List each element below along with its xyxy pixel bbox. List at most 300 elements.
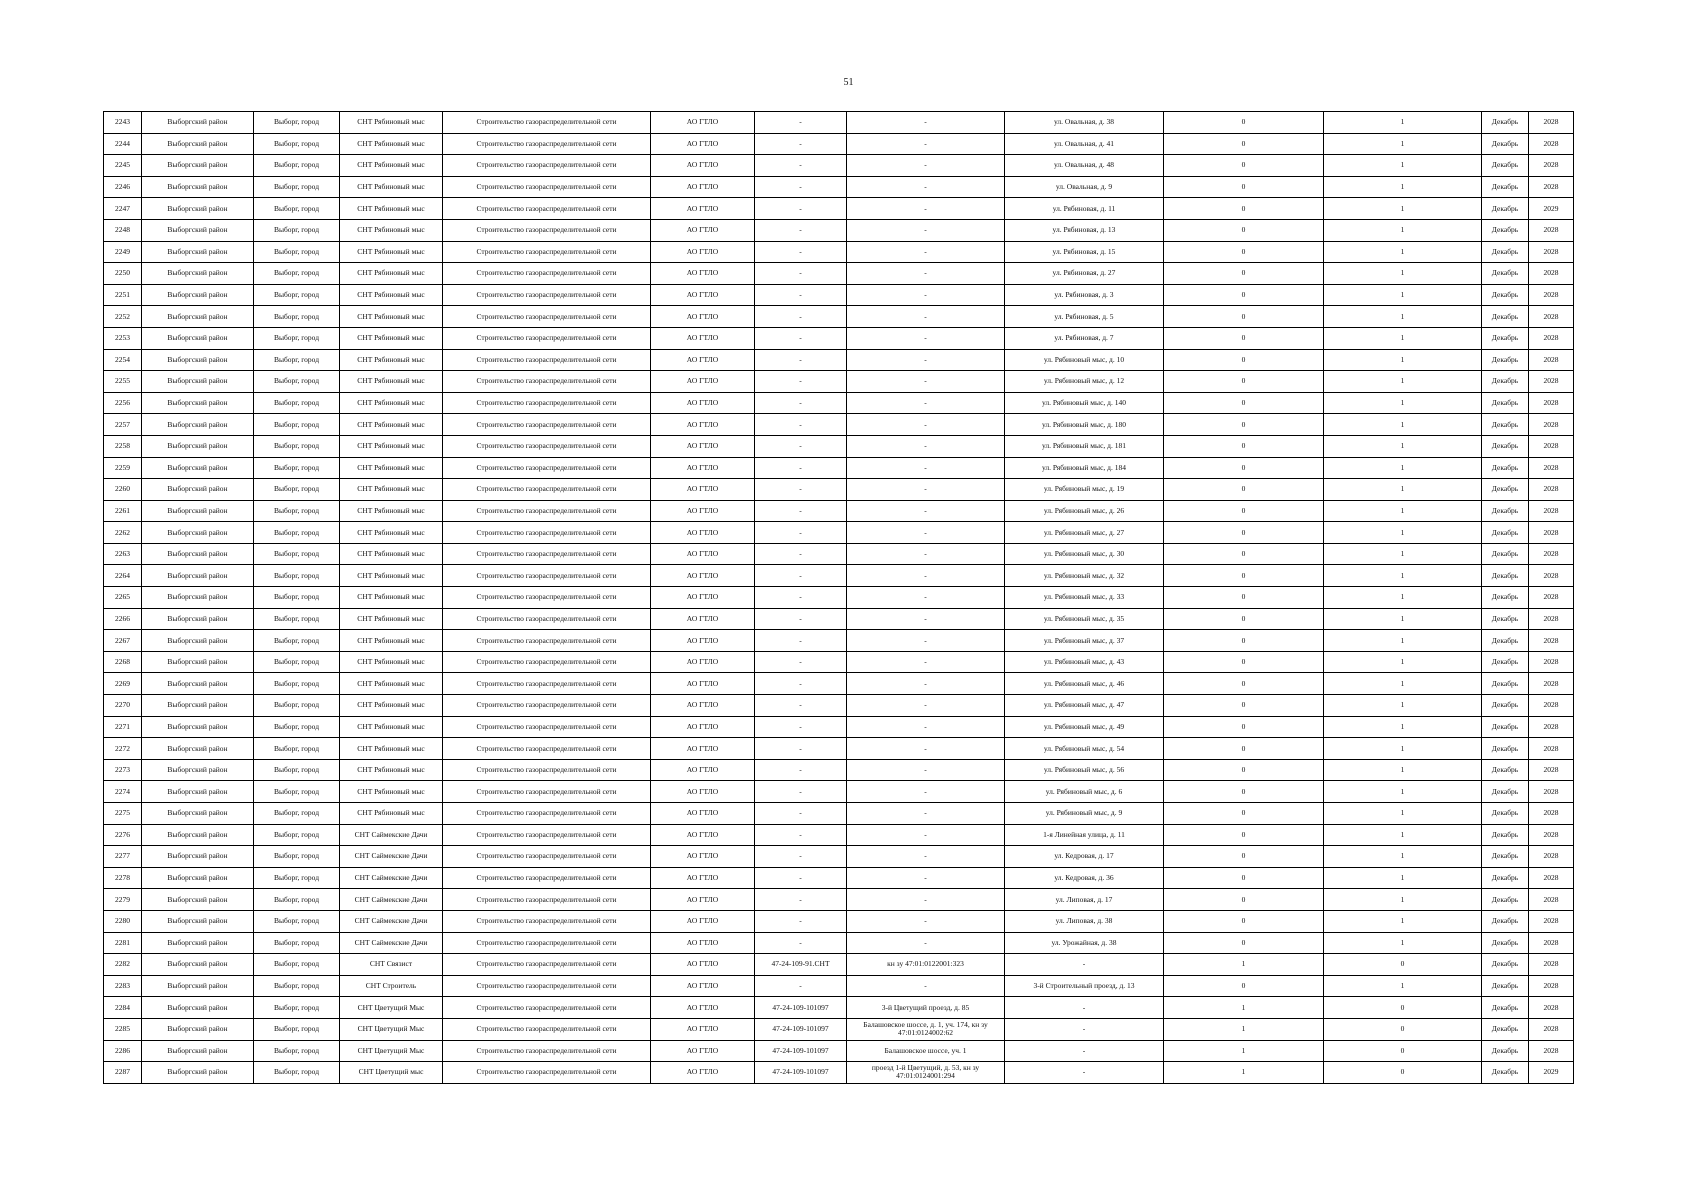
specification-cell: - <box>755 219 847 241</box>
year-cell: 2028 <box>1529 392 1574 414</box>
address-cell: ул. Рябиновая, д. 3 <box>1005 284 1164 306</box>
specification-cell: - <box>755 349 847 371</box>
table-row <box>104 435 1574 457</box>
table-row <box>104 824 1574 846</box>
month-cell: Декабрь <box>1482 133 1529 155</box>
table-row <box>104 176 1574 198</box>
specification-cell: - <box>755 889 847 911</box>
value-b-cell: 1 <box>1324 630 1482 652</box>
district-cell: Выборгский район <box>142 867 254 889</box>
address-cell: 1-я Линейная улица, д. 11 <box>1005 824 1164 846</box>
value-b-cell: 0 <box>1324 1018 1482 1040</box>
row-number-cell: 2255 <box>104 371 142 393</box>
organization-cell: АО ГТЛО <box>651 695 755 717</box>
table-row <box>104 867 1574 889</box>
value-b-cell: 0 <box>1324 954 1482 976</box>
value-b-cell: 1 <box>1324 112 1482 134</box>
value-a-cell: 0 <box>1164 803 1324 825</box>
month-cell: Декабрь <box>1482 155 1529 177</box>
value-a-cell: 0 <box>1164 112 1324 134</box>
work-type-cell: Строительство газораспределительной сети <box>443 824 651 846</box>
organization-cell: АО ГТЛО <box>651 975 755 997</box>
work-type-cell: Строительство газораспределительной сети <box>443 932 651 954</box>
row-number-cell: 2246 <box>104 176 142 198</box>
specification-cell: - <box>755 587 847 609</box>
location-cell: - <box>847 630 1005 652</box>
table-row <box>104 522 1574 544</box>
row-number-cell: 2260 <box>104 479 142 501</box>
value-a-cell: 0 <box>1164 284 1324 306</box>
location-cell: - <box>847 500 1005 522</box>
year-cell: 2028 <box>1529 695 1574 717</box>
specification-cell: - <box>755 846 847 868</box>
month-cell: Декабрь <box>1482 112 1529 134</box>
location-cell: - <box>847 781 1005 803</box>
table-row <box>104 738 1574 760</box>
month-cell: Декабрь <box>1482 522 1529 544</box>
organization-cell: АО ГТЛО <box>651 414 755 436</box>
value-b-cell: 0 <box>1324 997 1482 1019</box>
specification-cell: - <box>755 781 847 803</box>
district-cell: Выборгский район <box>142 824 254 846</box>
municipality-cell: Выборг, город <box>254 306 340 328</box>
work-type-cell: Строительство газораспределительной сети <box>443 219 651 241</box>
specification-cell: - <box>755 327 847 349</box>
district-cell: Выборгский район <box>142 673 254 695</box>
municipality-cell: Выборг, город <box>254 155 340 177</box>
district-cell: Выборгский район <box>142 435 254 457</box>
location-cell: - <box>847 889 1005 911</box>
year-cell: 2028 <box>1529 284 1574 306</box>
table-row <box>104 457 1574 479</box>
month-cell: Декабрь <box>1482 241 1529 263</box>
value-a-cell: 0 <box>1164 133 1324 155</box>
district-cell: Выборгский район <box>142 306 254 328</box>
value-b-cell: 1 <box>1324 133 1482 155</box>
value-b-cell: 1 <box>1324 327 1482 349</box>
specification-cell: - <box>755 479 847 501</box>
municipality-cell: Выборг, город <box>254 781 340 803</box>
settlement-cell: СНТ Рябиновый мыс <box>340 133 443 155</box>
row-number-cell: 2244 <box>104 133 142 155</box>
organization-cell: АО ГТЛО <box>651 435 755 457</box>
work-type-cell: Строительство газораспределительной сети <box>443 327 651 349</box>
work-type-cell: Строительство газораспределительной сети <box>443 306 651 328</box>
work-type-cell: Строительство газораспределительной сети <box>443 997 651 1019</box>
district-cell: Выборгский район <box>142 975 254 997</box>
table-row <box>104 284 1574 306</box>
value-b-cell: 1 <box>1324 371 1482 393</box>
district-cell: Выборгский район <box>142 716 254 738</box>
specification-cell: - <box>755 695 847 717</box>
address-cell: - <box>1005 1018 1164 1040</box>
year-cell: 2028 <box>1529 306 1574 328</box>
organization-cell: АО ГТЛО <box>651 133 755 155</box>
settlement-cell: СНТ Рябиновый мыс <box>340 651 443 673</box>
work-type-cell: Строительство газораспределительной сети <box>443 263 651 285</box>
month-cell: Декабрь <box>1482 781 1529 803</box>
value-b-cell: 1 <box>1324 824 1482 846</box>
table-row <box>104 803 1574 825</box>
settlement-cell: СНТ Саймекские Дачи <box>340 846 443 868</box>
value-a-cell: 0 <box>1164 565 1324 587</box>
month-cell: Декабрь <box>1482 932 1529 954</box>
organization-cell: АО ГТЛО <box>651 846 755 868</box>
value-a-cell: 0 <box>1164 543 1324 565</box>
work-type-cell: Строительство газораспределительной сети <box>443 435 651 457</box>
municipality-cell: Выборг, город <box>254 716 340 738</box>
row-number-cell: 2283 <box>104 975 142 997</box>
municipality-cell: Выборг, город <box>254 608 340 630</box>
specification-cell: - <box>755 112 847 134</box>
table-row <box>104 155 1574 177</box>
table-row <box>104 133 1574 155</box>
month-cell: Декабрь <box>1482 673 1529 695</box>
value-a-cell: 0 <box>1164 824 1324 846</box>
month-cell: Декабрь <box>1482 198 1529 220</box>
value-a-cell: 0 <box>1164 198 1324 220</box>
organization-cell: АО ГТЛО <box>651 565 755 587</box>
municipality-cell: Выборг, город <box>254 803 340 825</box>
district-cell: Выборгский район <box>142 608 254 630</box>
row-number-cell: 2272 <box>104 738 142 760</box>
location-cell: - <box>847 306 1005 328</box>
value-a-cell: 0 <box>1164 889 1324 911</box>
address-cell: ул. Рябиновый мыс, д. 12 <box>1005 371 1164 393</box>
district-cell: Выборгский район <box>142 630 254 652</box>
year-cell: 2028 <box>1529 824 1574 846</box>
table-row <box>104 1018 1574 1040</box>
work-type-cell: Строительство газораспределительной сети <box>443 543 651 565</box>
municipality-cell: Выборг, город <box>254 759 340 781</box>
table-row <box>104 695 1574 717</box>
year-cell: 2028 <box>1529 1040 1574 1062</box>
year-cell: 2028 <box>1529 263 1574 285</box>
value-b-cell: 1 <box>1324 219 1482 241</box>
settlement-cell: СНТ Связист <box>340 954 443 976</box>
municipality-cell: Выборг, город <box>254 910 340 932</box>
value-a-cell: 0 <box>1164 479 1324 501</box>
settlement-cell: СНТ Саймекские Дачи <box>340 889 443 911</box>
row-number-cell: 2266 <box>104 608 142 630</box>
organization-cell: АО ГТЛО <box>651 587 755 609</box>
month-cell: Декабрь <box>1482 695 1529 717</box>
address-cell: ул. Рябиновый мыс, д. 54 <box>1005 738 1164 760</box>
address-cell: - <box>1005 1040 1164 1062</box>
municipality-cell: Выборг, город <box>254 500 340 522</box>
value-b-cell: 1 <box>1324 435 1482 457</box>
location-cell: проезд 1-й Цветущий, д. 53, кн зу 47:01:0124001:294 <box>847 1062 1005 1084</box>
municipality-cell: Выборг, город <box>254 1040 340 1062</box>
location-cell: - <box>847 673 1005 695</box>
organization-cell: АО ГТЛО <box>651 198 755 220</box>
month-cell: Декабрь <box>1482 219 1529 241</box>
month-cell: Декабрь <box>1482 392 1529 414</box>
organization-cell: АО ГТЛО <box>651 608 755 630</box>
year-cell: 2028 <box>1529 522 1574 544</box>
organization-cell: АО ГТЛО <box>651 371 755 393</box>
table-row <box>104 1040 1574 1062</box>
specification-cell: - <box>755 414 847 436</box>
municipality-cell: Выборг, город <box>254 327 340 349</box>
organization-cell: АО ГТЛО <box>651 327 755 349</box>
organization-cell: АО ГТЛО <box>651 479 755 501</box>
settlement-cell: СНТ Рябиновый мыс <box>340 673 443 695</box>
value-a-cell: 0 <box>1164 263 1324 285</box>
year-cell: 2028 <box>1529 241 1574 263</box>
work-type-cell: Строительство газораспределительной сети <box>443 284 651 306</box>
month-cell: Декабрь <box>1482 435 1529 457</box>
settlement-cell: СНТ Рябиновый мыс <box>340 716 443 738</box>
address-cell: ул. Рябиновый мыс, д. 9 <box>1005 803 1164 825</box>
year-cell: 2028 <box>1529 435 1574 457</box>
municipality-cell: Выборг, город <box>254 219 340 241</box>
work-type-cell: Строительство газораспределительной сети <box>443 975 651 997</box>
year-cell: 2028 <box>1529 587 1574 609</box>
address-cell: ул. Рябиновый мыс, д. 26 <box>1005 500 1164 522</box>
table-row <box>104 414 1574 436</box>
work-type-cell: Строительство газораспределительной сети <box>443 587 651 609</box>
address-cell: ул. Рябиновый мыс, д. 56 <box>1005 759 1164 781</box>
municipality-cell: Выборг, город <box>254 889 340 911</box>
location-cell: - <box>847 608 1005 630</box>
row-number-cell: 2247 <box>104 198 142 220</box>
district-cell: Выборгский район <box>142 803 254 825</box>
address-cell: ул. Рябиновый мыс, д. 181 <box>1005 435 1164 457</box>
value-a-cell: 0 <box>1164 651 1324 673</box>
location-cell: - <box>847 932 1005 954</box>
work-type-cell: Строительство газораспределительной сети <box>443 479 651 501</box>
municipality-cell: Выборг, город <box>254 997 340 1019</box>
location-cell: - <box>847 867 1005 889</box>
organization-cell: АО ГТЛО <box>651 219 755 241</box>
location-cell: - <box>847 371 1005 393</box>
address-cell: ул. Липовая, д. 38 <box>1005 910 1164 932</box>
table-row <box>104 673 1574 695</box>
settlement-cell: СНТ Рябиновый мыс <box>340 284 443 306</box>
address-cell: ул. Урожайная, д. 38 <box>1005 932 1164 954</box>
district-cell: Выборгский район <box>142 371 254 393</box>
table-row <box>104 889 1574 911</box>
address-cell: ул. Кедровая, д. 17 <box>1005 846 1164 868</box>
district-cell: Выборгский район <box>142 997 254 1019</box>
location-cell: - <box>847 824 1005 846</box>
location-cell: - <box>847 198 1005 220</box>
value-a-cell: 0 <box>1164 932 1324 954</box>
specification-cell: 47-24-109-101097 <box>755 1062 847 1084</box>
month-cell: Декабрь <box>1482 263 1529 285</box>
address-cell: ул. Рябиновый мыс, д. 184 <box>1005 457 1164 479</box>
value-b-cell: 1 <box>1324 306 1482 328</box>
organization-cell: АО ГТЛО <box>651 673 755 695</box>
row-number-cell: 2286 <box>104 1040 142 1062</box>
year-cell: 2028 <box>1529 781 1574 803</box>
value-a-cell: 0 <box>1164 219 1324 241</box>
row-number-cell: 2265 <box>104 587 142 609</box>
value-b-cell: 1 <box>1324 738 1482 760</box>
district-cell: Выборгский район <box>142 263 254 285</box>
municipality-cell: Выборг, город <box>254 954 340 976</box>
month-cell: Декабрь <box>1482 867 1529 889</box>
district-cell: Выборгский район <box>142 349 254 371</box>
value-a-cell: 0 <box>1164 176 1324 198</box>
location-cell: - <box>847 738 1005 760</box>
month-cell: Декабрь <box>1482 479 1529 501</box>
location-cell: - <box>847 479 1005 501</box>
specification-cell: - <box>755 910 847 932</box>
value-b-cell: 1 <box>1324 392 1482 414</box>
settlement-cell: СНТ Рябиновый мыс <box>340 435 443 457</box>
work-type-cell: Строительство газораспределительной сети <box>443 414 651 436</box>
municipality-cell: Выборг, город <box>254 392 340 414</box>
month-cell: Декабрь <box>1482 716 1529 738</box>
value-b-cell: 1 <box>1324 155 1482 177</box>
value-a-cell: 0 <box>1164 630 1324 652</box>
address-cell: ул. Рябиновый мыс, д. 33 <box>1005 587 1164 609</box>
location-cell: - <box>847 241 1005 263</box>
address-cell: ул. Рябиновый мыс, д. 49 <box>1005 716 1164 738</box>
municipality-cell: Выборг, город <box>254 349 340 371</box>
year-cell: 2028 <box>1529 608 1574 630</box>
specification-cell: 47-24-109-91.СНТ <box>755 954 847 976</box>
value-a-cell: 0 <box>1164 306 1324 328</box>
year-cell: 2028 <box>1529 457 1574 479</box>
organization-cell: АО ГТЛО <box>651 457 755 479</box>
specification-cell: - <box>755 543 847 565</box>
work-type-cell: Строительство газораспределительной сети <box>443 522 651 544</box>
municipality-cell: Выборг, город <box>254 479 340 501</box>
work-type-cell: Строительство газораспределительной сети <box>443 716 651 738</box>
municipality-cell: Выборг, город <box>254 457 340 479</box>
value-a-cell: 1 <box>1164 1040 1324 1062</box>
value-a-cell: 0 <box>1164 910 1324 932</box>
district-cell: Выборгский район <box>142 543 254 565</box>
municipality-cell: Выборг, город <box>254 975 340 997</box>
district-cell: Выборгский район <box>142 651 254 673</box>
organization-cell: АО ГТЛО <box>651 349 755 371</box>
work-type-cell: Строительство газораспределительной сети <box>443 1040 651 1062</box>
district-cell: Выборгский район <box>142 759 254 781</box>
district-cell: Выборгский район <box>142 479 254 501</box>
location-cell: Балашовское шоссе, уч. 1 <box>847 1040 1005 1062</box>
month-cell: Декабрь <box>1482 414 1529 436</box>
row-number-cell: 2273 <box>104 759 142 781</box>
district-cell: Выборгский район <box>142 565 254 587</box>
work-type-cell: Строительство газораспределительной сети <box>443 608 651 630</box>
year-cell: 2029 <box>1529 1062 1574 1084</box>
location-cell: - <box>847 716 1005 738</box>
address-cell: ул. Рябиновый мыс, д. 32 <box>1005 565 1164 587</box>
row-number-cell: 2279 <box>104 889 142 911</box>
table-row <box>104 392 1574 414</box>
year-cell: 2028 <box>1529 932 1574 954</box>
specification-cell: - <box>755 824 847 846</box>
row-number-cell: 2252 <box>104 306 142 328</box>
value-b-cell: 1 <box>1324 263 1482 285</box>
value-a-cell: 0 <box>1164 738 1324 760</box>
month-cell: Декабрь <box>1482 846 1529 868</box>
district-cell: Выборгский район <box>142 392 254 414</box>
table-row <box>104 500 1574 522</box>
specification-cell: - <box>755 932 847 954</box>
specification-cell: - <box>755 241 847 263</box>
district-cell: Выборгский район <box>142 198 254 220</box>
value-a-cell: 0 <box>1164 867 1324 889</box>
specification-cell: - <box>755 500 847 522</box>
month-cell: Декабрь <box>1482 997 1529 1019</box>
settlement-cell: СНТ Рябиновый мыс <box>340 198 443 220</box>
year-cell: 2028 <box>1529 327 1574 349</box>
year-cell: 2028 <box>1529 673 1574 695</box>
settlement-cell: СНТ Рябиновый мыс <box>340 759 443 781</box>
work-type-cell: Строительство газораспределительной сети <box>443 500 651 522</box>
organization-cell: АО ГТЛО <box>651 284 755 306</box>
settlement-cell: СНТ Рябиновый мыс <box>340 630 443 652</box>
year-cell: 2028 <box>1529 803 1574 825</box>
settlement-cell: СНТ Цветущий Мыс <box>340 997 443 1019</box>
location-cell: - <box>847 759 1005 781</box>
district-cell: Выборгский район <box>142 1040 254 1062</box>
row-number-cell: 2268 <box>104 651 142 673</box>
municipality-cell: Выборг, город <box>254 112 340 134</box>
row-number-cell: 2261 <box>104 500 142 522</box>
year-cell: 2028 <box>1529 910 1574 932</box>
organization-cell: АО ГТЛО <box>651 889 755 911</box>
row-number-cell: 2270 <box>104 695 142 717</box>
year-cell: 2028 <box>1529 565 1574 587</box>
month-cell: Декабрь <box>1482 738 1529 760</box>
settlement-cell: СНТ Цветущий мыс <box>340 1062 443 1084</box>
settlement-cell: СНТ Рябиновый мыс <box>340 587 443 609</box>
work-type-cell: Строительство газораспределительной сети <box>443 133 651 155</box>
row-number-cell: 2264 <box>104 565 142 587</box>
address-cell: ул. Рябиновый мыс, д. 140 <box>1005 392 1164 414</box>
address-cell: ул. Рябиновая, д. 13 <box>1005 219 1164 241</box>
district-cell: Выборгский район <box>142 112 254 134</box>
year-cell: 2028 <box>1529 738 1574 760</box>
month-cell: Декабрь <box>1482 608 1529 630</box>
year-cell: 2028 <box>1529 954 1574 976</box>
municipality-cell: Выборг, город <box>254 846 340 868</box>
address-cell: ул. Рябиновый мыс, д. 47 <box>1005 695 1164 717</box>
value-b-cell: 1 <box>1324 565 1482 587</box>
table-row <box>104 954 1574 976</box>
district-cell: Выборгский район <box>142 889 254 911</box>
month-cell: Декабрь <box>1482 1062 1529 1084</box>
address-cell: ул. Рябиновый мыс, д. 6 <box>1005 781 1164 803</box>
municipality-cell: Выборг, город <box>254 565 340 587</box>
value-b-cell: 1 <box>1324 975 1482 997</box>
row-number-cell: 2269 <box>104 673 142 695</box>
location-cell: - <box>847 133 1005 155</box>
month-cell: Декабрь <box>1482 565 1529 587</box>
row-number-cell: 2254 <box>104 349 142 371</box>
district-cell: Выборгский район <box>142 781 254 803</box>
work-type-cell: Строительство газораспределительной сети <box>443 651 651 673</box>
month-cell: Декабрь <box>1482 759 1529 781</box>
row-number-cell: 2258 <box>104 435 142 457</box>
district-cell: Выборгский район <box>142 522 254 544</box>
row-number-cell: 2245 <box>104 155 142 177</box>
district-cell: Выборгский район <box>142 954 254 976</box>
month-cell: Декабрь <box>1482 824 1529 846</box>
municipality-cell: Выборг, город <box>254 932 340 954</box>
municipality-cell: Выборг, город <box>254 284 340 306</box>
address-cell: ул. Овальная, д. 38 <box>1005 112 1164 134</box>
organization-cell: АО ГТЛО <box>651 716 755 738</box>
table-row <box>104 263 1574 285</box>
address-cell: ул. Рябиновая, д. 7 <box>1005 327 1164 349</box>
